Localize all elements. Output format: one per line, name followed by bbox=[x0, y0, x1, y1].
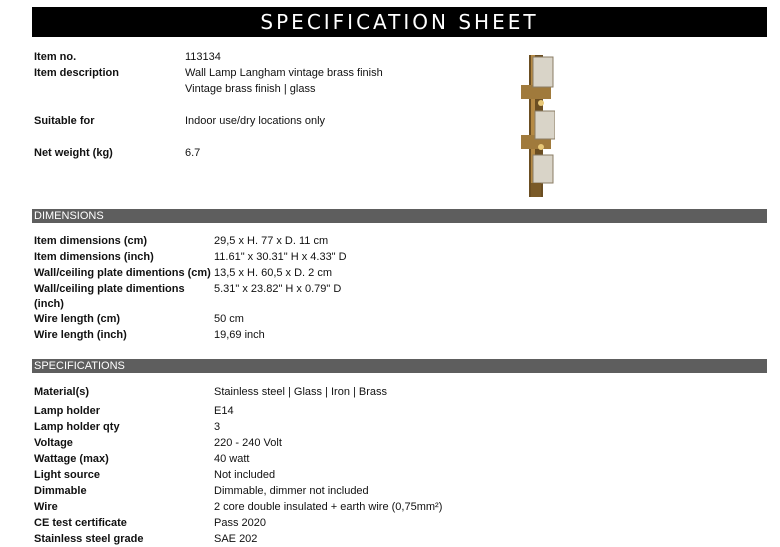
net-weight-value: 6.7 bbox=[185, 147, 201, 159]
item-no-label: Item no. bbox=[34, 51, 77, 63]
spec-label: CE test certificate bbox=[34, 517, 127, 529]
spec-value: E14 bbox=[214, 405, 234, 417]
dimensions-value: 29,5 x H. 77 x D. 11 cm bbox=[214, 235, 329, 247]
dimensions-section-title: DIMENSIONS bbox=[34, 210, 104, 222]
dimensions-label: Item dimensions (inch) bbox=[34, 251, 154, 263]
dimensions-value: 13,5 x H. 60,5 x D. 2 cm bbox=[214, 267, 332, 279]
specifications-section-header bbox=[32, 359, 767, 373]
spec-label: Lamp holder bbox=[34, 405, 101, 417]
dimensions-section-header bbox=[32, 209, 767, 223]
suitable-for-label: Suitable for bbox=[34, 115, 95, 127]
specifications-section-title: SPECIFICATIONS bbox=[34, 360, 125, 372]
spec-label: Wire bbox=[34, 501, 58, 513]
spec-value: SAE 202 bbox=[214, 533, 258, 545]
dimensions-label: Wire length (inch) bbox=[34, 329, 127, 341]
page-title: SPECIFICATION SHEET bbox=[260, 10, 539, 34]
net-weight-label: Net weight (kg) bbox=[34, 147, 113, 159]
spec-label: Light source bbox=[34, 469, 101, 481]
spec-label: Dimmable bbox=[34, 485, 87, 497]
spec-label: Wattage (max) bbox=[34, 453, 109, 465]
spec-label: Lamp holder qty bbox=[34, 421, 120, 433]
spec-value: 3 bbox=[214, 421, 221, 433]
dimensions-label-2: (inch) bbox=[34, 298, 64, 310]
spec-value: Dimmable, dimmer not included bbox=[214, 485, 369, 497]
dimensions-label: Wire length (cm) bbox=[34, 313, 121, 325]
dimensions-label: Wall/ceiling plate dimentions bbox=[34, 283, 185, 295]
spec-label: Material(s) bbox=[34, 386, 90, 398]
suitable-for-value: Indoor use/dry locations only bbox=[185, 115, 326, 127]
dimensions-value: 19,69 inch bbox=[214, 329, 265, 341]
dimensions-value: 50 cm bbox=[214, 313, 244, 325]
spec-value: 40 watt bbox=[214, 453, 250, 465]
item-description-value: Wall Lamp Langham vintage brass finish bbox=[185, 67, 383, 79]
dimensions-value: 11.61" x 30.31" H x 4.33" D bbox=[214, 251, 347, 263]
dimensions-label: Item dimensions (cm) bbox=[34, 235, 148, 247]
dimensions-value: 5.31" x 23.82" H x 0.79" D bbox=[214, 283, 342, 295]
spec-value: Pass 2020 bbox=[214, 517, 266, 529]
spec-label: Voltage bbox=[34, 437, 73, 449]
item-description-value-2: Vintage brass finish | glass bbox=[185, 83, 316, 95]
dimensions-label: Wall/ceiling plate dimentions (cm) bbox=[34, 267, 211, 279]
wall-lamp-image bbox=[519, 55, 555, 197]
spec-value: Stainless steel | Glass | Iron | Brass bbox=[214, 386, 388, 398]
spec-value: Not included bbox=[214, 469, 276, 481]
spec-label: Stainless steel grade bbox=[34, 533, 144, 545]
spec-value: 2 core double insulated + earth wire (0,75mm²) bbox=[214, 501, 443, 513]
spec-value: 220 - 240 Volt bbox=[214, 437, 282, 449]
page-header bbox=[32, 7, 767, 37]
item-no-value: 113134 bbox=[185, 51, 221, 63]
item-description-label: Item description bbox=[34, 67, 119, 79]
